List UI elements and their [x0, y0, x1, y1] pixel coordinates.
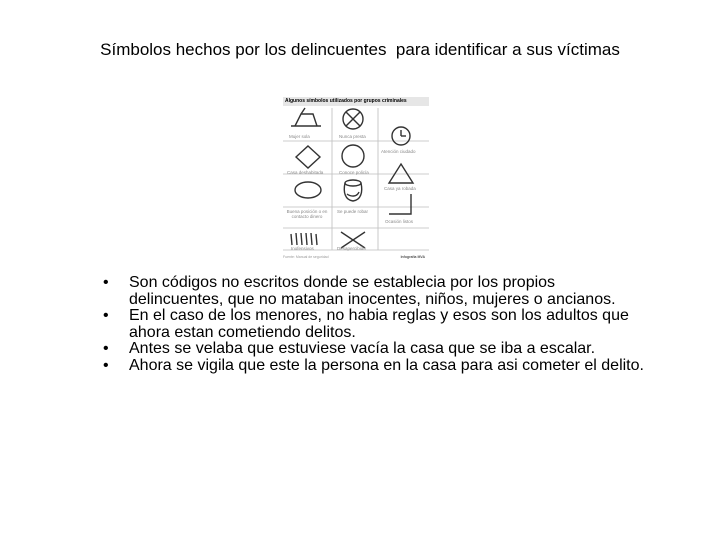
cup-symbol [344, 180, 361, 201]
circle-symbol [342, 145, 364, 167]
figure-footer [283, 254, 429, 260]
figure-source: Fuente: Manual de seguridad [283, 255, 329, 259]
woman-alone-symbol [291, 108, 321, 126]
slide-title: Símbolos hechos por los delincuentes para identificar a sus víctimas [100, 40, 620, 59]
bullet-marker: • [103, 356, 109, 374]
bullet-marker: • [103, 307, 109, 324]
cell-label: Casa deshabitada [287, 170, 324, 175]
bullet-text: Son códigos no escritos donde se establecia por los propios delincuentes, que no mataban inocentes, niños, mujeres o ancianos. [129, 274, 616, 308]
bullet-item [103, 358, 648, 375]
cell-label: Mujer sola [289, 134, 310, 139]
ellipse-symbol [295, 182, 321, 198]
bullet-marker: • [103, 274, 109, 291]
bullet-marker: • [103, 340, 109, 357]
cell-label: Buena posición o en contacto dinero [286, 209, 328, 219]
cell-label: Desapercibido [337, 246, 366, 251]
bullet-text: Antes se velaba que estuviese vacía la casa que se iba a escalar. [129, 340, 596, 357]
cell-label: Inofensivos [291, 246, 314, 251]
cell-label: Ocasión listos [385, 219, 414, 224]
cell-label: Conoce policía [339, 170, 369, 175]
diamond-symbol [296, 146, 320, 168]
bullet-item [103, 308, 648, 341]
strokes-symbol [291, 233, 317, 245]
bullet-text: En el caso de los menores, no habia reglas y esos son los adultos que ahora estan cometiendo delitos. [129, 307, 629, 341]
cell-label: Atención ciudado [381, 149, 416, 154]
symbols-grid [281, 94, 431, 262]
bullet-item [103, 275, 648, 308]
cell-label: Nunca presta [339, 134, 366, 139]
triangle-symbol [389, 164, 413, 183]
bullet-text: Ahora se vigila que este la persona en la casa para asi cometer el delito. [129, 356, 644, 374]
cell-label: Casa ya robada [384, 186, 416, 191]
bullet-item [103, 341, 648, 358]
bullet-list [103, 275, 648, 374]
cell-label: Se puede robar [337, 209, 369, 214]
clock-symbol [392, 127, 410, 145]
circle-x-symbol [343, 109, 363, 129]
corner-symbol [389, 194, 411, 214]
figure-header: Algunos símbolos utilizados por grupos criminales [283, 97, 429, 106]
symbols-figure [281, 94, 431, 262]
figure-brand: Infografía MVA [400, 255, 425, 259]
